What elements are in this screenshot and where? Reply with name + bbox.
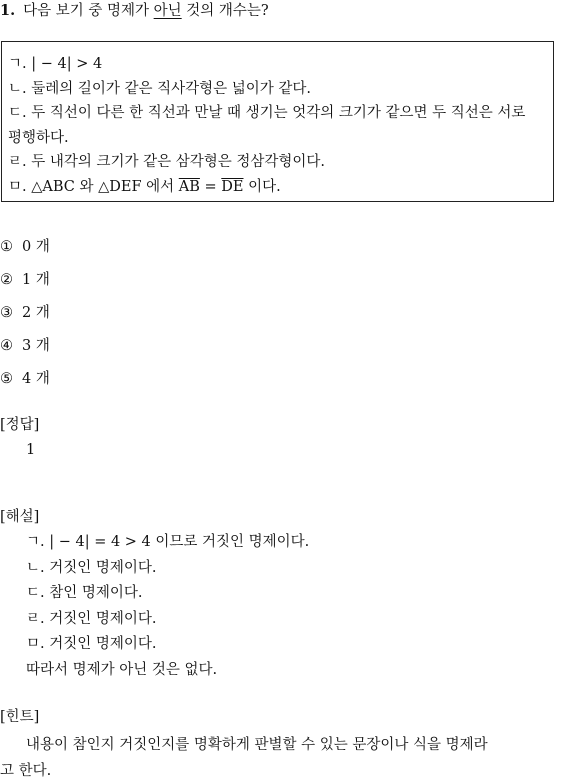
question (0, 0, 269, 22)
choice-mark: ⑤ (0, 371, 13, 387)
example-text: 두 직선이 다른 한 직선과 만날 때 생기는 엇각의 크기가 같으면 두 직선은 서로 (31, 105, 526, 121)
hint-body (0, 732, 574, 784)
question-number: 1. (0, 2, 16, 19)
example-text: | − 4| > 4 (31, 56, 103, 72)
example-text: 두 내각의 크기가 같은 삼각형은 정삼각형이다. (31, 154, 326, 170)
explanation-line: ㄹ. 거짓인 명제이다. (26, 610, 157, 627)
example-marker: ㄹ. (8, 154, 32, 170)
explanation-line: ㅁ. 거짓인 명제이다. (26, 636, 157, 653)
explanation-line: ㄷ. 참인 명제이다. (26, 585, 143, 602)
hint-line: 고 한다. (0, 763, 52, 779)
hint-line: 내용이 참인지 거짓인지를 명확하게 판별할 수 있는 문장이나 식을 명제라 (26, 737, 488, 753)
choice-mark: ① (0, 239, 13, 255)
example-marker: ㅁ. (8, 178, 32, 195)
example-marker: ㄴ. (8, 80, 32, 97)
explanation-conclusion: 따라서 명제가 아닌 것은 없다. (26, 661, 218, 678)
choice-1[interactable] (0, 236, 50, 269)
answer-title: [정답] (0, 417, 40, 433)
choice-5[interactable] (0, 368, 50, 401)
choice-label: 4 개 (22, 371, 50, 387)
hint-title: [힌트] (0, 709, 40, 725)
example-item (8, 150, 552, 175)
choice-mark: ④ (0, 338, 13, 354)
explanation-line: ㄱ. | − 4| = 4 > 4 이므로 거짓인 명제이다. (26, 534, 310, 550)
example-marker: ㄷ. (8, 105, 32, 121)
choice-label: 3 개 (22, 338, 50, 354)
example-text-pre: △ABC 와 △DEF 에서 (31, 178, 179, 195)
example-item-continuation (8, 126, 552, 151)
choice-mark: ② (0, 272, 13, 288)
equals-sign: = (199, 178, 222, 195)
example-text: 평행하다. (8, 129, 69, 146)
choice-2[interactable] (0, 269, 50, 302)
choice-label: 2 개 (22, 305, 50, 321)
example-item (8, 77, 552, 102)
example-item-segments (8, 175, 552, 200)
choice-label: 1 개 (22, 272, 50, 288)
question-underlined-word: 아닌 (153, 3, 182, 19)
choice-mark: ③ (0, 305, 13, 321)
explanation-line: ㄴ. 거짓인 명제이다. (26, 559, 157, 576)
answer-body (26, 439, 35, 465)
explanation-title: [해설] (0, 509, 40, 525)
segment-ab: $\overline{AB}$ (178, 178, 200, 195)
example-text: 둘레의 길이가 같은 직사각형은 넓이가 같다. (31, 80, 312, 97)
example-text-post: 이다. (243, 178, 281, 195)
answer-choices (0, 236, 50, 401)
choice-label: 0 개 (22, 239, 50, 255)
choice-4[interactable] (0, 335, 50, 368)
example-marker: ㄱ. (8, 56, 32, 72)
example-item (8, 101, 552, 126)
choice-3[interactable] (0, 302, 50, 335)
question-text-before: 다음 보기 중 명제가 (23, 3, 154, 19)
explanation-body (26, 531, 309, 685)
segment-de: $\overline{DE}$ (221, 178, 244, 195)
question-text-after: 것의 개수는? (181, 3, 269, 19)
examples-box (1, 41, 554, 202)
example-item (8, 52, 552, 77)
answer-value: 1 (26, 442, 36, 458)
